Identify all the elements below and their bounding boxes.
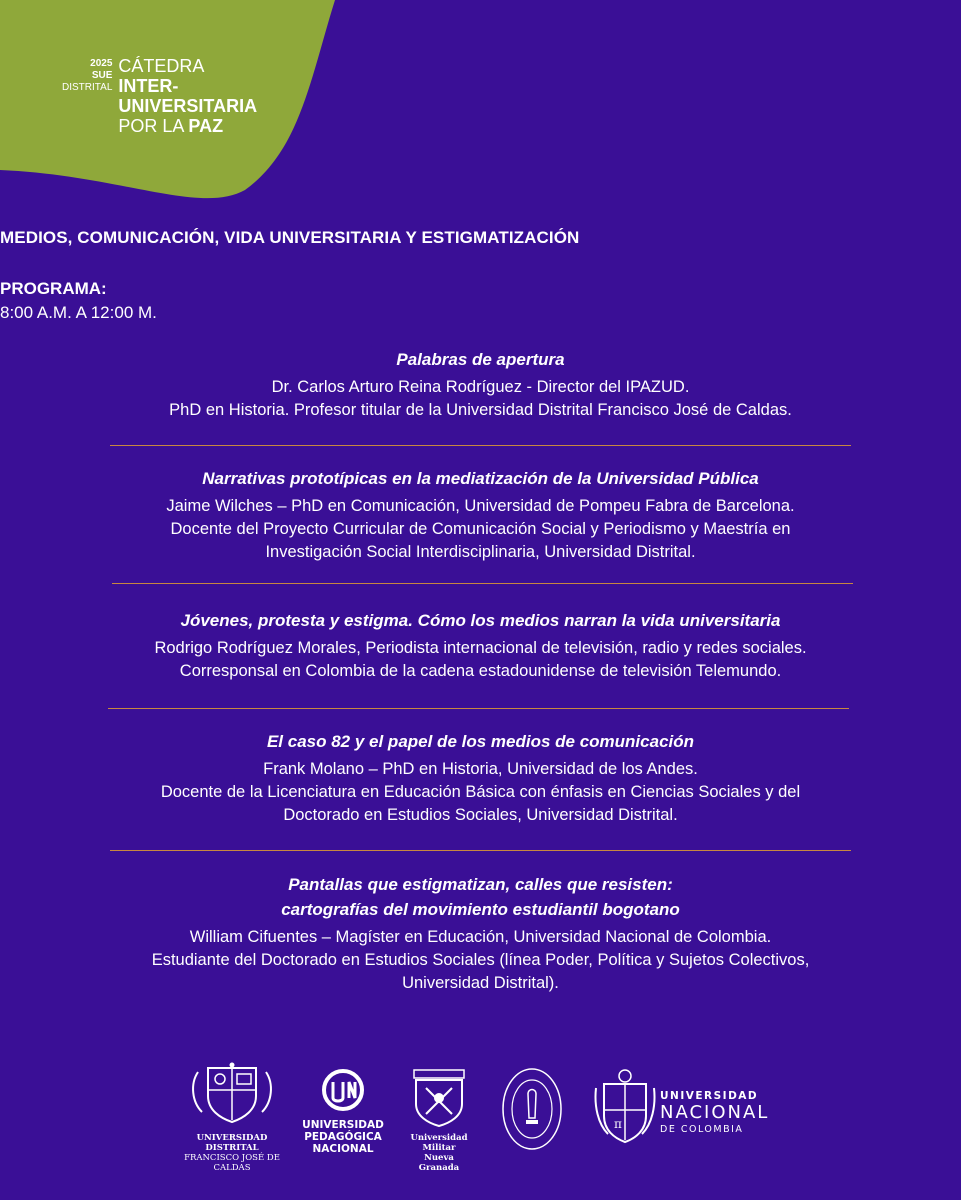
section-title-line: cartografías del movimiento estudiantil bogotano [281,900,680,919]
section-line: Docente de la Licenciatura en Educación Básica con énfasis en Ciencias Sociales y del [160,783,801,801]
section-title [0,872,961,922]
section-title: Narrativas prototípicas en la mediatización de la Universidad Pública [202,469,759,488]
catedra-year: 2025 [90,58,113,69]
umng-shield-icon [404,1068,474,1128]
catedra-distrital: DISTRITAL [62,82,113,93]
ud-shield-icon [180,1062,284,1124]
catedra-line2: INTER- [118,76,179,96]
upn-logo-line: UNIVERSIDAD [302,1119,384,1131]
logo-university-seal [500,1066,564,1156]
section-line: Corresponsal en Colombia de la cadena estadounidense de televisión Telemundo. [179,662,782,680]
university-seal-icon [500,1066,564,1152]
catedra-line3: UNIVERSITARIA [118,96,258,116]
section-line: Doctorado en Estudios Sociales, Universidad Distrital. [283,806,678,824]
catedra-line4 [118,116,257,136]
section-narrativas [0,466,961,564]
unal-shield-icon [594,1068,656,1148]
section-title: El caso 82 y el papel de los medios de comunicación [266,732,695,751]
catedra-sue: SUE [91,70,113,81]
section-title: Jóvenes, protesta y estigma. Cómo los medios narran la vida universitaria [180,611,781,630]
upn-logo-text [302,1119,384,1155]
section-caso82 [0,729,961,827]
ud-logo-line: UNIVERSIDAD DISTRITAL [196,1133,268,1153]
catedra-line4a: POR LA [118,116,189,136]
divider-rule [112,583,853,584]
unal-logo-line: UNIVERSIDAD [660,1090,759,1102]
upn-logo-line: PEDAGÓGICA [304,1131,382,1143]
upn-logo-line: NACIONAL [312,1143,374,1155]
section-title-line: Pantallas que estigmatizan, calles que resisten: [288,875,673,894]
section-opening [0,347,961,422]
section-pantallas [0,872,961,995]
umng-logo-line: Universidad Militar [410,1133,468,1153]
unal-logo-line: NACIONAL [660,1102,770,1123]
divider-rule [110,445,851,446]
catedra-edition [62,58,112,94]
section-line: Investigación Social Interdisciplinaria, Universidad Distrital. [265,543,696,561]
ud-logo-line: FRANCISCO JOSÉ DE CALDAS [184,1153,280,1173]
section-line: Frank Molano – PhD en Historia, Universidad de los Andes. [263,760,698,778]
section-line: Rodrigo Rodríguez Morales, Periodista internacional de televisión, radio y redes sociales. [154,639,807,657]
section-line: Jaime Wilches – PhD en Comunicación, Universidad de Pompeu Fabra de Barcelona. [166,497,795,515]
catedra-name [118,56,257,136]
catedra-line4b: PAZ [188,116,224,136]
upn-emblem-icon [302,1068,384,1114]
logo-universidad-pedagogica [302,1068,384,1158]
divider-rule [108,708,849,709]
section-body [0,637,961,683]
section-body [0,376,961,422]
umng-logo-line: Nueva Granada [418,1153,460,1173]
section-body [0,758,961,827]
section-line: Docente del Proyecto Curricular de Comunicación Social y Periodismo y Maestría en [170,520,791,538]
svg-text:π: π [614,1117,622,1131]
catedra-line1: CÁTEDRA [118,56,205,76]
program-schedule: 8:00 A.M. A 12:00 M. [0,303,157,322]
university-logos [0,1062,961,1172]
divider-rule [110,850,851,851]
unal-logo-text [660,1090,769,1135]
section-line: Universidad Distrital). [402,974,559,992]
umng-logo-text [404,1133,474,1173]
section-jovenes [0,608,961,683]
logo-universidad-distrital [180,1062,284,1173]
catedra-logo [62,56,257,136]
program-block [0,277,961,325]
section-line: Dr. Carlos Arturo Reina Rodríguez - Director del IPAZUD. [271,378,690,396]
section-line: PhD en Historia. Profesor titular de la Universidad Distrital Francisco José de Caldas. [169,401,792,419]
section-line: Estudiante del Doctorado en Estudios Sociales (línea Poder, Política y Sujetos Colectivos, [151,951,810,969]
program-label: PROGRAMA: [0,279,107,298]
section-line: William Cifuentes – Magíster en Educación, Universidad Nacional de Colombia. [189,928,772,946]
section-body [0,495,961,564]
section-title: Palabras de apertura [396,350,565,369]
event-title: MEDIOS, COMUNICACIÓN, VIDA UNIVERSITARIA Y ESTIGMATIZACIÓN [0,228,580,247]
logo-universidad-nacional [594,1068,784,1158]
ud-logo-text [180,1133,284,1173]
unal-logo-line: DE COLOMBIA [660,1124,744,1135]
logo-universidad-militar [404,1068,474,1173]
section-body [0,926,961,995]
